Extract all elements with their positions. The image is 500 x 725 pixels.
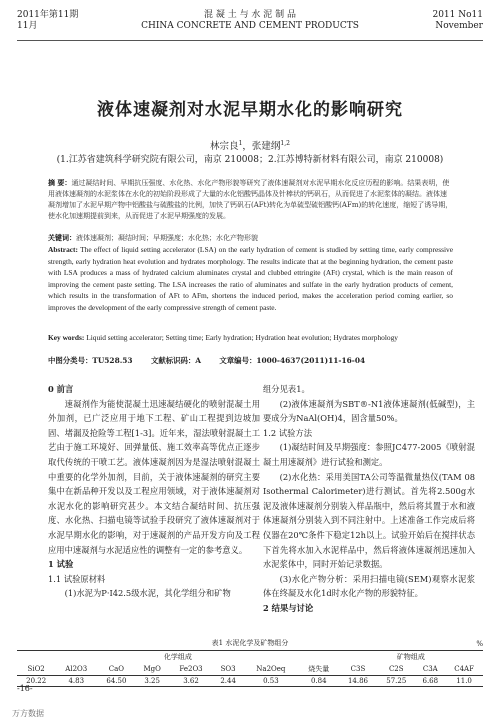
abstract-en-label: Abstract: [48, 245, 78, 254]
section-heading-results: 2 结果与讨论 [263, 602, 314, 613]
author-1: 林宗良 [210, 141, 239, 152]
table-unit: % [476, 640, 483, 648]
column-header: MgO [136, 663, 169, 676]
journal-name-en: CHINA CONCRETE AND CEMENT PRODUCTS [141, 21, 359, 31]
paragraph: (3)水化产物分析：采用扫描电镜(SEM)观察水泥浆体在终凝及水化1d时水化产物的形貌特征。 [263, 573, 475, 599]
keywords-en-label: Key words: [48, 333, 85, 342]
affiliation: (1.江苏省建筑科学研究院有限公司，南京 210008；2.江苏博特新材料有限公司，南京 210008) [56, 155, 444, 165]
table-cell: 0.53 [243, 676, 299, 687]
left-column [48, 382, 260, 601]
column-header: C2S [377, 663, 415, 676]
classification-line [48, 355, 453, 366]
abstract-cn-text: 通过凝结时间、早期抗压强度、水化热、水化产物形貌等研究了液体速凝剂对水泥早期水化反应历程的影响。结果表明，使用液体速凝剂的水泥浆体在水化的初始阶段形成了大量的水化铝酸钙晶体及针棒状的钙矾石，从而促进了水泥浆体的凝结。液体速凝剂增加了水泥早期产物中铝酸盐与硫酸盐的比例，加快了钙矾石(AFt)转化为单硫型硫铝酸钙(AFm)的转化速度，缩短了诱导期，使水化加速期提前到来，从而促进了水泥早期强度的发展。 [48, 179, 453, 220]
issue-no-en: 2011 No11 [432, 10, 483, 20]
issue-month: 11月 [17, 21, 38, 31]
paper-title: 液体速凝剂对水泥早期水化的影响研究 [97, 100, 403, 120]
table-cell: 0.84 [299, 676, 339, 687]
issue-year: 2011年第11期 [17, 10, 79, 20]
column-header: Fe2O3 [169, 663, 213, 676]
column-header: CaO [97, 663, 135, 676]
abstract-cn-label: 摘 要： [48, 178, 72, 187]
group-chemical: 化学组成 [17, 651, 339, 664]
keywords-en [48, 332, 453, 344]
table-cell: 20.22 [17, 676, 55, 687]
table-cell: 11.0 [445, 676, 483, 687]
group-mineral: 矿物组成 [339, 651, 483, 664]
paragraph: (2)液体速凝剂为SBT®-N1液体速凝剂(低碱型)，主要成分为NaAl(OH)4，固含量50%。 [263, 398, 475, 424]
paragraph: (1)凝结时间及早期强度：参照JC477-2005《喷射混凝土用速凝剂》进行试验和测定。 [263, 442, 475, 467]
keywords-cn-text: 液体速凝剂；凝结时间；早期强度；水化热；水化产物形貌 [76, 234, 258, 242]
subsection-heading-materials: 1.1 试验原材料 [48, 573, 106, 584]
paragraph: 速凝剂作为能使混凝土迅速凝结硬化的喷射混凝土用外加剂，已广泛应用于地下工程、矿山工程提到边坡加固、堵漏及抢险等工程[1-3]。近年来，湿法喷射混凝土工艺由于施工环境好、回弹量低、施工效率高等优点正逐步取代传统的干喷工艺。液体速凝剂因为是湿法喷射混凝土中重要的化学外加剂，目前，关于液体速凝剂的研究主要集中在新品种开发以及工程应用领域，对于液体速凝剂对水泥水化的影响研究甚少。本文结合凝结时间、抗压强度、水化热、扫描电镜等试验手段研究了液体速凝剂对于水泥早期水化的影响，对于速凝剂的产品开发方向及工程应用中速凝剂与水泥适应性的调整有一定的参考意义。 [48, 398, 260, 555]
table-cell: 6.68 [415, 676, 445, 687]
author-2-affil: 1,2 [280, 139, 290, 147]
subsection-heading-methods: 1.2 试验方法 [263, 427, 313, 438]
keywords-cn [48, 232, 453, 244]
section-heading-experiment: 1 试验 [48, 559, 74, 570]
composition-table [17, 650, 483, 687]
abstract-en-text: The effect of liquid setting accelerator (LSA) on the early hydration of cement is studied by setting time, early compressive strength, early hydration heat evolution and hydrates morphology. The results indicate that at the beginning hydration, the cement paste with LSA produces a mass of hydrated calcium aluminates crystal and clubbed ettringite (AFt) crystal, which is the main reason of improving the cement paste setting. The LSA increases the ratio of aluminates and sulfate in the early hydration products of cement, which results in the transformation of AFt to AFm, shortens the induced period, makes the acceleration period coming earlier, so improves the development of the early compressive strength of cement paste. [48, 245, 454, 312]
author-line [0, 138, 500, 152]
table-cell: 3.62 [169, 676, 213, 687]
table-cell: 3.25 [136, 676, 169, 687]
table-caption: 表1 水泥化学及矿物组分 [211, 639, 289, 647]
journal-name [17, 10, 483, 32]
column-header: C3S [339, 663, 377, 676]
paragraph: (2)水化热：采用美国TA公司等温微量热仪(TAM 08 Isothermal Calorimeter)进行测试。首先将2.500g水泥及液体速凝剂分别装入样品瓶中，然后将其置于水和液体速凝剂分别装入到不同注射中。上述准备工作完成后将仪器在20℃条件下稳定12h以上。试验开始后在搅拌状态下首先将水加入水泥样品中，然后将液体速凝剂迅速加入水泥浆体中，同时开始记录数据。 [263, 471, 475, 570]
paragraph: 组分见表1。 [263, 384, 310, 394]
table-group-header [17, 651, 483, 664]
watermark: 万方数据 [12, 709, 44, 718]
table-cell: 4.83 [55, 676, 97, 687]
issue-month-en: November [435, 21, 483, 31]
issue-info-en [432, 10, 483, 32]
author-1-affil: 1 [238, 139, 243, 147]
article-number: 文章编号：1000-4637(2011)11-16-04 [219, 356, 366, 365]
paragraph: (1)水泥为P·I42.5级水泥，其化学组分和矿物 [64, 588, 231, 599]
doc-code: 文献标识码：A [150, 356, 202, 365]
clc-number: 中图分类号：TU528.53 [48, 356, 133, 365]
table-cell: 57.25 [377, 676, 415, 687]
table-cell: 2.44 [213, 676, 243, 687]
running-header [17, 8, 483, 41]
table-row [17, 676, 483, 687]
author-2: ，张建纲 [242, 141, 281, 152]
column-header: C3A [415, 663, 445, 676]
table-header-row [17, 663, 483, 676]
column-header: SiO2 [17, 663, 55, 676]
column-header: Na2Oeq [243, 663, 299, 676]
keywords-cn-label: 关键词： [48, 233, 76, 242]
journal-name-cn: 混 凝 土 与 水 泥 制 品 [203, 10, 297, 20]
table-cell: 14.86 [339, 676, 377, 687]
column-header: SO3 [213, 663, 243, 676]
column-header: Al2O3 [55, 663, 97, 676]
keywords-en-text: Liquid setting accelerator; Setting time; Early hydration; Hydration heat evolution; Hydrates morphology [86, 333, 398, 342]
column-header: 烧失量 [299, 663, 339, 676]
page-number: -16- [17, 684, 33, 693]
column-header: C4AF [445, 663, 483, 676]
section-heading-preface: 0 前言 [48, 384, 74, 394]
abstract-en [48, 244, 453, 313]
right-column [263, 382, 475, 616]
table-cell: 64.50 [97, 676, 135, 687]
abstract-cn [48, 177, 453, 222]
